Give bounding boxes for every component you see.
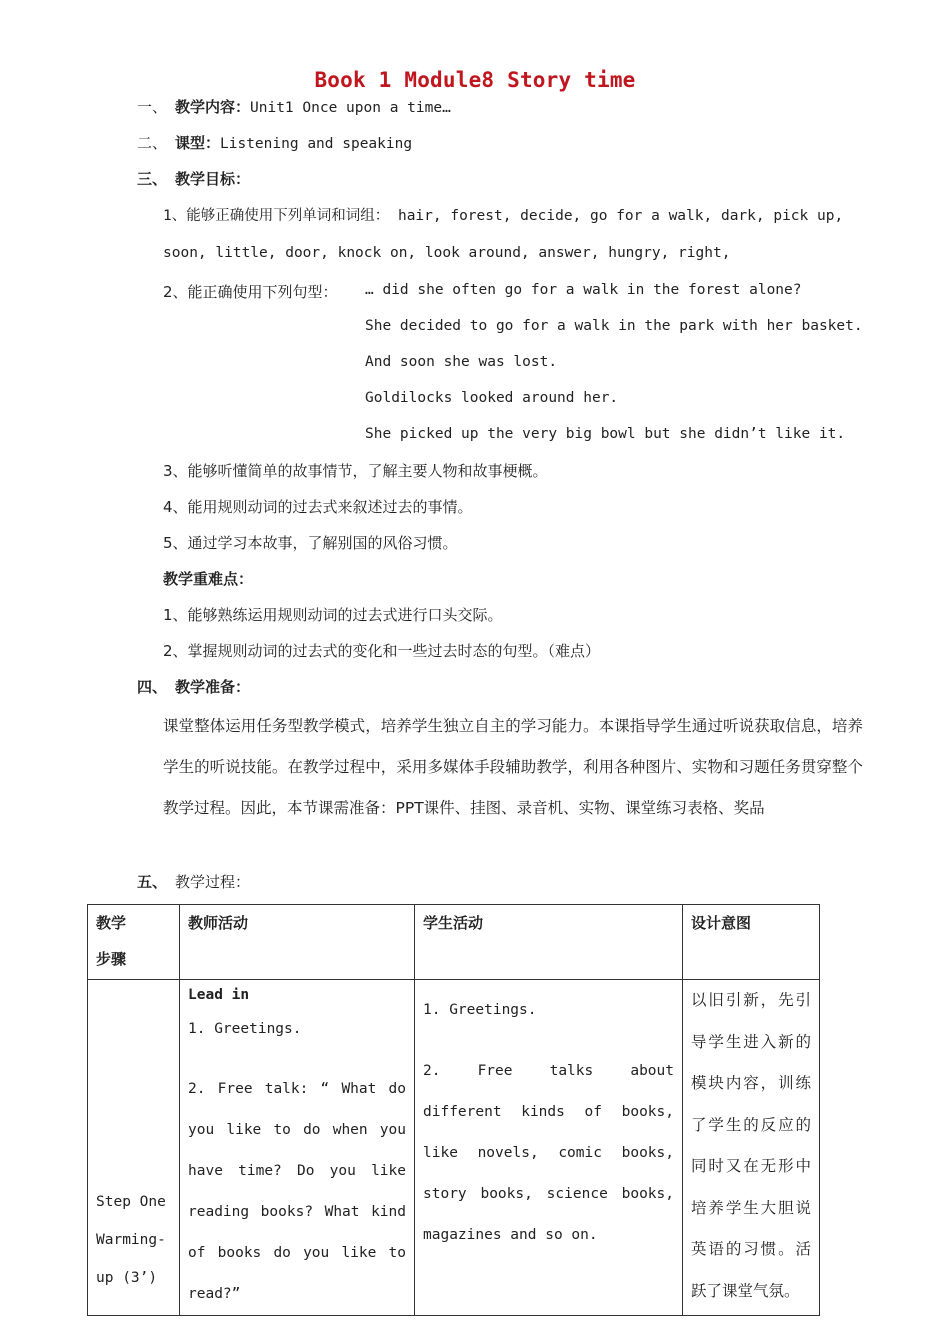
process-table xyxy=(87,904,820,1316)
section-label: 教学内容： xyxy=(175,98,251,116)
section-1 xyxy=(137,96,451,117)
section-number: 四、 xyxy=(137,678,168,696)
table-row xyxy=(88,980,820,1316)
section-label: 教学目标： xyxy=(175,170,251,188)
objective-1-line-1: 1、能够正确使用下列单词和词组： hair, forest, decide, go for a walk, dark, pick up, xyxy=(163,208,844,224)
objective-1-line-2: soon, little, door, knock on, look around, answer, hungry, right, xyxy=(163,245,731,261)
section-number: 五、 xyxy=(137,873,168,891)
header-design: 设计意图 xyxy=(683,905,820,980)
objective-2-sentence-1: … did she often go for a walk in the forest alone? xyxy=(365,282,802,298)
section-label: 课型： xyxy=(175,134,221,152)
section-3 xyxy=(137,168,250,189)
objective-2-label: 2、能正确使用下列句型： xyxy=(163,283,338,301)
keypoint-1: 1、能够熟练运用规则动词的过去式进行口头交际。 xyxy=(163,606,503,624)
objective-2-sentence-2: She decided to go for a walk in the park with her basket. xyxy=(365,318,863,334)
objective-4: 4、能用规则动词的过去式来叙述过去的事情。 xyxy=(163,498,473,516)
objective-2-sentence-4: Goldilocks looked around her. xyxy=(365,390,619,406)
objective-5: 5、通过学习本故事，了解别国的风俗习惯。 xyxy=(163,534,458,552)
header-student: 学生活动 xyxy=(415,905,683,980)
section-number: 三、 xyxy=(137,170,168,188)
cell-student: 1. Greetings. 2. Free talks about different kinds of books, like novels, comic books, story books, science books, magazines and so on. xyxy=(415,980,683,1316)
section-5 xyxy=(137,871,250,892)
section-label: 教学准备： xyxy=(175,678,251,696)
header-teacher: 教师活动 xyxy=(180,905,415,980)
page-title: Book 1 Module8 Story time xyxy=(314,68,636,92)
objective-3: 3、能够听懂简单的故事情节，了解主要人物和故事梗概。 xyxy=(163,462,548,480)
section-2 xyxy=(137,132,412,153)
keypoints-label: 教学重难点： xyxy=(163,570,254,588)
cell-design: 以旧引新，先引导学生进入新的模块内容，训练了学生的反应的同时又在无形中培养学生大胆说英语的习惯。活跃了课堂气氛。 xyxy=(683,980,820,1316)
section-number: 一、 xyxy=(137,98,168,116)
section-number: 二、 xyxy=(137,134,168,152)
section-label: 教学过程： xyxy=(175,873,251,891)
cell-step: Step One Warming-up (3’) xyxy=(88,980,180,1316)
section-value: Listening and speaking xyxy=(220,136,413,152)
keypoint-2: 2、掌握规则动词的过去式的变化和一些过去时态的句型。（难点） xyxy=(163,642,601,660)
objective-2-sentence-5: She picked up the very big bowl but she didn’t like it. xyxy=(365,426,846,442)
preparation-paragraph: 课堂整体运用任务型教学模式，培养学生独立自主的学习能力。本课指导学生通过听说获取信息，培养学生的听说技能。在教学过程中，采用多媒体手段辅助教学，利用各种图片、实物和习题任务贯穿整个教学过程。因此，本节课需准备：PPT课件、挂图、录音机、实物、课堂练习表格、奖品 xyxy=(163,717,863,817)
objective-2-sentence-3: And soon she was lost. xyxy=(365,354,558,370)
section-value: Unit1 Once upon a time… xyxy=(250,100,451,116)
cell-teacher: Lead in 1. Greetings. 2. Free talk: “ What do you like to do when you have time? Do you like reading books? What kind of books do you like to read?” xyxy=(180,980,415,1316)
section-4 xyxy=(137,676,250,697)
header-step: 教学步骤 xyxy=(88,905,180,980)
table-header-row xyxy=(88,905,820,980)
